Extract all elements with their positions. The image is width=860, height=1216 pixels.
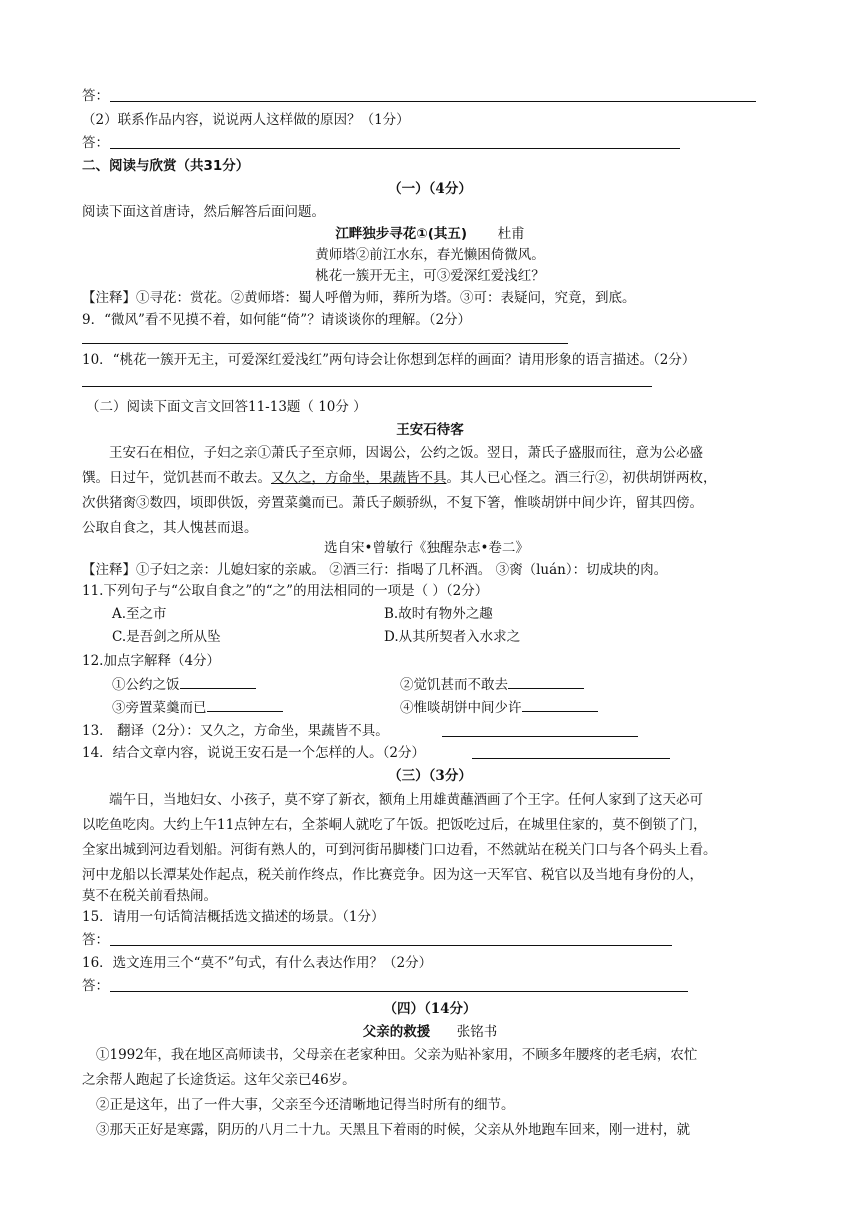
article-paragraph	[82, 838, 782, 863]
article-paragraph	[82, 441, 782, 466]
article-text: 王安石在相位，子妇之亲①萧氏子至京师，因谒公，公约之饭。翌日，萧氏子盛服而往，意为公必盛	[109, 445, 703, 461]
article-text: 公取自食之，其人愧甚而退。	[82, 520, 258, 536]
question-16: 16．选文连用三个“莫不”句式，有什么表达作用？（2分）	[82, 955, 433, 971]
answer-line[interactable]	[110, 148, 680, 149]
answer-label: 答：	[82, 135, 109, 151]
poem-title: 江畔独步寻花①(其五)	[335, 226, 468, 242]
article-author: 张铭书	[456, 1024, 498, 1040]
answer-blank[interactable]	[180, 674, 256, 689]
question-11: 11.下列句子与“公取自食之”的“之”的用法相同的一项是（ ）（2分）	[82, 583, 489, 599]
article-paragraph	[82, 491, 782, 516]
word-text: ①公约之饭	[112, 677, 180, 693]
word-item-3	[112, 697, 283, 718]
intro-text: 阅读下面这首唐诗，然后解答后面问题。	[82, 204, 325, 220]
option-b[interactable]: B.故时有物外之趣	[384, 606, 493, 622]
article-text: 莫不在税关前看热闹。	[82, 888, 217, 904]
source-citation: 选自宋•曾敏行《独醒杂志•卷二》	[324, 540, 529, 556]
part-heading: （四）（14分）	[383, 1001, 477, 1017]
part-heading: （二）阅读下面文言文回答11-13题（ 10分 ）	[86, 399, 367, 415]
article-text: 以吃鱼吃肉。大约上午11点钟左右，全茶峒人就吃了午饭。把饭吃过后，在城里住家的，莫不倒锁了门，	[82, 817, 707, 833]
question-13: 13． 翻译（2分）：又久之，方命坐，果蔬皆不具。	[82, 723, 389, 739]
answer-line[interactable]	[472, 758, 670, 759]
option-c[interactable]: C.是吾剑之所从坠	[112, 629, 221, 645]
article-paragraph	[82, 788, 782, 813]
article-text: 馔。日过午，觉饥甚而不敢去。	[82, 470, 271, 486]
article-paragraph	[82, 1118, 782, 1143]
article-title-line	[0, 1022, 860, 1042]
answer-line[interactable]	[110, 945, 672, 946]
word-text: ④惟啖胡饼中间少许	[400, 700, 522, 716]
article-text: 。其人已心怪之。酒三行②，初供胡饼两枚，	[446, 470, 717, 486]
word-item-4	[400, 697, 598, 718]
option-d[interactable]: D.从其所契者入水求之	[384, 629, 521, 645]
option-a[interactable]: A.至之市	[112, 606, 167, 622]
answer-blank[interactable]	[522, 697, 598, 712]
article-note: 【注释】①子妇之亲：儿媳妇家的亲戚。 ②酒三行：指喝了几杯酒。 ③脔（luán）：切成块的肉。	[82, 562, 668, 578]
underlined-sentence: 又久之，方命坐，果蔬皆不具	[271, 470, 447, 486]
answer-label: 答：	[82, 88, 109, 104]
article-title: 王安石待客	[396, 422, 464, 438]
article-text: ②正是这年，出了一件大事，父亲至今还清晰地记得当时所有的细节。	[96, 1097, 515, 1113]
article-paragraph	[82, 1043, 782, 1068]
poem-line: 黄师塔②前江水东，春光懒困倚微风。	[315, 247, 545, 263]
section-title: 二、阅读与欣赏（共31分）	[82, 158, 250, 174]
answer-blank[interactable]	[207, 697, 283, 712]
article-paragraph	[82, 884, 782, 909]
answer-label: 答：	[82, 978, 109, 994]
question-10: 10．“桃花一簇开无主，可爱深红爱浅红”两句诗会让你想到怎样的画面？请用形象的语言描述。（2分）	[82, 352, 696, 368]
question-12: 12.加点字解释（4分）	[82, 653, 221, 669]
poem-note: 【注释】①寻花：赏花。②黄师塔：蜀人呼僧为师，葬所为塔。③可：表疑问，究竟，到底。	[82, 290, 636, 306]
question-15: 15．请用一句话简洁概括选文描述的场景。（1分）	[82, 909, 385, 925]
answer-label: 答：	[82, 932, 109, 948]
answer-line[interactable]	[82, 386, 652, 387]
answer-line[interactable]	[82, 343, 568, 344]
article-paragraph	[82, 466, 782, 491]
part-heading: （一）（4分）	[388, 181, 472, 197]
word-text: ③旁置菜羹而已	[112, 700, 207, 716]
article-text: 全家出城到河边看划船。河街有熟人的，可到河街吊脚楼门口边看，不然就站在税关门口与各个码头上看。	[82, 842, 717, 858]
article-paragraph	[82, 1093, 782, 1118]
article-text: 河中龙船以长潭某处作起点，税关前作终点，作比赛竞争。因为这一天军官、税官以及当地有身份的人，	[82, 867, 703, 883]
answer-line[interactable]	[110, 991, 688, 992]
poem-line: 桃花一簇开无主，可③爱深红爱浅红？	[315, 268, 545, 284]
article-text: 次供猪脔③数四，顷即供饭，旁置菜羹而已。萧氏子颇骄纵，不复下箸，惟啖胡饼中间少许，留其四傍。	[82, 495, 703, 511]
answer-line[interactable]	[442, 736, 638, 737]
article-text: ①1992年，我在地区高师读书，父母亲在老家种田。父亲为贴补家用，不顾多年腰疼的老毛病，农忙	[96, 1047, 698, 1063]
article-paragraph	[82, 1068, 782, 1093]
answer-line[interactable]	[110, 101, 756, 102]
part-heading: （三）（3分）	[388, 768, 472, 784]
question-14: 14．结合文章内容，说说王安石是一个怎样的人。（2分）	[82, 745, 426, 761]
article-paragraph	[82, 813, 782, 838]
answer-blank[interactable]	[508, 674, 584, 689]
article-title: 父亲的救援	[362, 1024, 431, 1040]
poem-title-line	[0, 224, 860, 244]
question-9: 9．“微风”看不见摸不着，如何能“倚”？请谈谈你的理解。（2分）	[82, 312, 472, 328]
question-2: （2）联系作品内容，说说两人这样做的原因？（1分）	[82, 112, 410, 128]
article-text: 端午日，当地妇女、小孩子，莫不穿了新衣，额角上用雄黄蘸酒画了个王字。任何人家到了这天必可	[109, 792, 703, 808]
article-text: ③那天正好是寒露，阴历的八月二十九。天黑且下着雨的时候，父亲从外地跑车回来，刚一进村，就	[96, 1122, 690, 1138]
word-text: ②觉饥甚而不敢去	[400, 677, 508, 693]
word-item-2	[400, 674, 584, 695]
article-text: 之余帮人跑起了长途货运。这年父亲已46岁。	[82, 1072, 356, 1088]
poem-author: 杜甫	[497, 226, 525, 242]
word-item-1	[112, 674, 256, 695]
